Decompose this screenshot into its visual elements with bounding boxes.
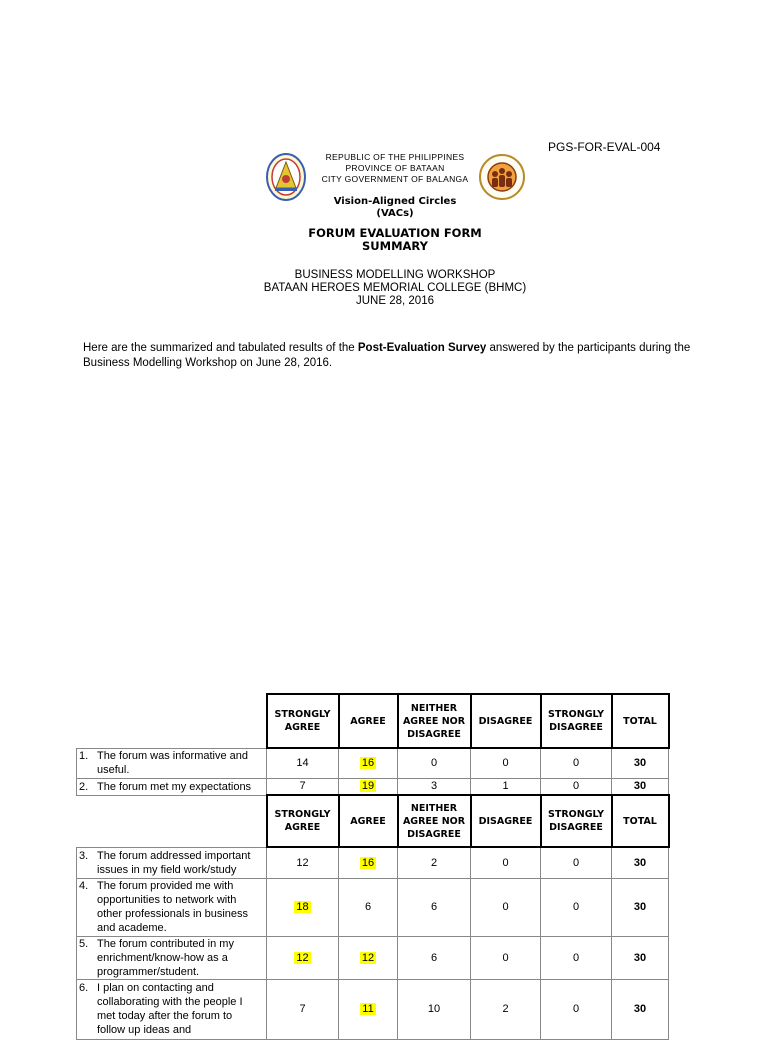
- question-number: 6.: [79, 982, 89, 994]
- strongly-disagree-count: 0: [572, 780, 580, 793]
- header-neither-line: DISAGREE: [407, 828, 461, 840]
- header-agree: [339, 694, 398, 748]
- question-text: The forum met my expectations: [97, 780, 252, 793]
- agree-count: 6: [364, 901, 372, 913]
- strongly-agree-count-cell: [267, 778, 339, 795]
- header-strongly-agree-label: STRONGLY AGREE: [274, 709, 331, 733]
- header-disagree-label: DISAGREE: [478, 715, 533, 727]
- neither-count: 3: [430, 780, 438, 793]
- disagree-count-cell: [471, 847, 541, 878]
- vac-line-2: (VACs): [376, 208, 414, 219]
- header-agree-label: AGREE: [350, 815, 386, 827]
- header-neither-line: NEITHER: [410, 702, 458, 714]
- header-strongly-disagree-label: STRONGLY DISAGREE: [548, 809, 604, 833]
- question-cell: [77, 748, 267, 778]
- intro-text-after: answered by the participants during the Business Modelling Workshop on June 28, 2016.: [83, 342, 691, 369]
- event-date: JUNE 28, 2016: [356, 295, 434, 307]
- strongly-disagree-count: 0: [572, 757, 580, 770]
- disagree-count: 0: [502, 757, 509, 770]
- neither-count: 10: [427, 1003, 441, 1015]
- total-count: 30: [633, 901, 647, 913]
- strongly-agree-count: 18: [296, 901, 309, 913]
- disagree-count-cell: [471, 878, 541, 936]
- total-count: 30: [633, 780, 647, 793]
- header-line-province: PROVINCE OF BATAAN: [345, 163, 445, 173]
- total-cell: [612, 979, 669, 1039]
- agree-count-cell: [339, 748, 398, 778]
- disagree-count: 0: [502, 901, 509, 913]
- strongly-agree-count: 14: [296, 757, 309, 770]
- strongly-disagree-count-cell: [541, 847, 612, 878]
- event-info: [200, 269, 590, 308]
- strongly-agree-count: 12: [296, 856, 309, 869]
- event-name: BUSINESS MODELLING WORKSHOP: [294, 269, 496, 281]
- strongly-agree-count: 7: [299, 1003, 306, 1015]
- header-strongly-agree: [267, 795, 339, 847]
- question-text: The forum contributed in my enrichment/know-how as a programmer/student.: [97, 937, 234, 978]
- header-neither: [398, 694, 471, 748]
- strongly-disagree-count-cell: [541, 936, 612, 979]
- question-text: The forum provided me with opportunities to network with other professionals in business and academe.: [97, 880, 249, 934]
- header-disagree: [471, 795, 541, 847]
- agree-count: 11: [362, 1003, 374, 1015]
- strongly-agree-count-cell: [267, 936, 339, 979]
- question-cell: [77, 979, 267, 1039]
- agree-count-cell: [339, 936, 398, 979]
- table-row: [77, 936, 669, 979]
- title-line-2: SUMMARY: [362, 239, 428, 253]
- header-agree-label: AGREE: [350, 715, 386, 727]
- total-cell: [612, 847, 669, 878]
- strongly-agree-count-cell: [267, 878, 339, 936]
- agree-count-cell: [339, 979, 398, 1039]
- neither-count-cell: [398, 936, 471, 979]
- document-title: [290, 227, 500, 253]
- disagree-count-cell: [471, 748, 541, 778]
- header-line-republic: REPUBLIC OF THE PHILIPPINES: [325, 152, 465, 162]
- neither-count-cell: [398, 847, 471, 878]
- neither-count-cell: [398, 878, 471, 936]
- neither-count: 2: [430, 856, 438, 869]
- header-disagree-label: DISAGREE: [478, 815, 533, 827]
- evaluation-table: [76, 693, 670, 1040]
- header-total: [612, 694, 669, 748]
- intro-text-before: Here are the summarized and tabulated results of the: [83, 342, 358, 354]
- table-row: [77, 748, 669, 778]
- disagree-count: 1: [502, 780, 509, 793]
- total-cell: [612, 778, 669, 795]
- strongly-agree-count-cell: [267, 748, 339, 778]
- question-number: 3.: [79, 849, 89, 862]
- question-text: The forum was informative and useful.: [97, 750, 249, 776]
- header-neither-line: NEITHER: [410, 802, 458, 814]
- header-total-label: TOTAL: [623, 815, 657, 827]
- neither-count: 6: [430, 951, 438, 964]
- table-header-row: [77, 694, 669, 748]
- table-row: [77, 847, 669, 878]
- strongly-disagree-count-cell: [541, 748, 612, 778]
- agree-count: 12: [361, 951, 375, 964]
- header-disagree: [471, 694, 541, 748]
- strongly-agree-count-cell: [267, 847, 339, 878]
- table-row: [77, 778, 669, 795]
- total-cell: [612, 936, 669, 979]
- strongly-agree-count: 7: [299, 780, 306, 793]
- total-count: 30: [633, 1003, 647, 1015]
- strongly-disagree-count: 0: [572, 856, 580, 869]
- header-blank-cell: [77, 694, 267, 748]
- strongly-disagree-count-cell: [541, 878, 612, 936]
- disagree-count-cell: [471, 979, 541, 1039]
- neither-count: 0: [430, 757, 438, 770]
- header-strongly-disagree: [541, 694, 612, 748]
- strongly-agree-count: 12: [296, 951, 309, 964]
- strongly-disagree-count-cell: [541, 778, 612, 795]
- strongly-agree-count-cell: [267, 979, 339, 1039]
- question-text: I plan on contacting and collaborating with the people I met today after the forum to follow up ideas and: [97, 982, 243, 1036]
- government-header: [300, 152, 490, 185]
- header-strongly-disagree: [541, 795, 612, 847]
- vac-header: [300, 196, 490, 220]
- question-number: 2.: [79, 780, 89, 793]
- header-strongly-disagree-label: STRONGLY DISAGREE: [548, 709, 604, 733]
- agree-count: 19: [361, 780, 375, 793]
- question-cell: [77, 878, 267, 936]
- question-cell: [77, 936, 267, 979]
- title-line-1: FORUM EVALUATION FORM: [308, 226, 482, 240]
- neither-count-cell: [398, 748, 471, 778]
- table-header-row: [77, 795, 669, 847]
- question-number: 4.: [79, 880, 89, 892]
- strongly-disagree-count: 0: [572, 1003, 580, 1015]
- disagree-count: 0: [502, 951, 509, 964]
- total-count: 30: [633, 757, 647, 770]
- disagree-count-cell: [471, 936, 541, 979]
- header-total-label: TOTAL: [623, 715, 657, 727]
- header-total: [612, 795, 669, 847]
- total-cell: [612, 878, 669, 936]
- header-blank-cell: [77, 795, 267, 847]
- header-neither-line: DISAGREE: [407, 728, 461, 740]
- neither-count-cell: [398, 979, 471, 1039]
- table-row: [77, 878, 669, 936]
- event-venue: BATAAN HEROES MEMORIAL COLLEGE (BHMC): [263, 282, 527, 294]
- strongly-disagree-count: 0: [572, 951, 580, 964]
- agree-count-cell: [339, 847, 398, 878]
- question-cell: [77, 778, 267, 795]
- strongly-disagree-count: 0: [572, 901, 580, 913]
- table-row: [77, 979, 669, 1039]
- question-number: 5.: [79, 937, 89, 950]
- question-number: 1.: [79, 750, 89, 762]
- header-neither-line: AGREE NOR: [402, 815, 466, 827]
- question-cell: [77, 847, 267, 878]
- header-strongly-agree: [267, 694, 339, 748]
- agree-count: 16: [361, 757, 375, 770]
- agree-count-cell: [339, 878, 398, 936]
- disagree-count-cell: [471, 778, 541, 795]
- header-strongly-agree-label: STRONGLY AGREE: [274, 809, 331, 833]
- strongly-disagree-count-cell: [541, 979, 612, 1039]
- total-cell: [612, 748, 669, 778]
- header-neither-line: AGREE NOR: [402, 715, 466, 727]
- vac-line-1: Vision-Aligned Circles: [333, 196, 457, 207]
- total-count: 30: [633, 856, 647, 869]
- neither-count-cell: [398, 778, 471, 795]
- header-line-city: CITY GOVERNMENT OF BALANGA: [321, 174, 469, 184]
- total-count: 30: [633, 951, 647, 964]
- disagree-count: 2: [502, 1003, 509, 1015]
- header-neither: [398, 795, 471, 847]
- agree-count: 16: [361, 856, 375, 869]
- neither-count: 6: [430, 901, 438, 913]
- header-agree: [339, 795, 398, 847]
- form-code: PGS-FOR-EVAL-004: [548, 140, 661, 154]
- question-text: The forum addressed important issues in my field work/study: [97, 849, 251, 876]
- intro-text-bold: Post-Evaluation Survey: [357, 342, 487, 354]
- intro-paragraph: [83, 341, 713, 371]
- disagree-count: 0: [502, 856, 509, 869]
- agree-count-cell: [339, 778, 398, 795]
